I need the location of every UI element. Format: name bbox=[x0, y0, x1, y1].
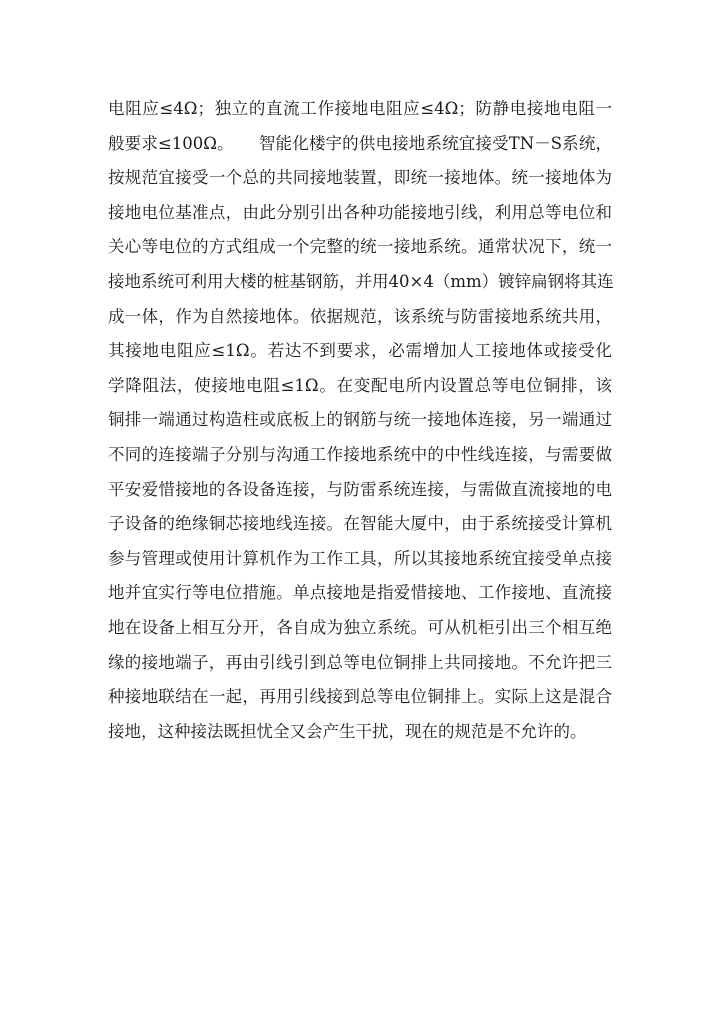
text-line: 种接地联结在一起，再用引线接到总等电位铜排上。实际上这是混合 bbox=[108, 687, 612, 707]
text-line: 接地电位基准点，由此分别引出各种功能接地引线，利用总等电位和 bbox=[108, 202, 612, 222]
text-line: 不同的连接端子分别与沟通工作接地系统中的中性线连接，与需要做 bbox=[108, 444, 612, 464]
text-line: 学降阻法，使接地电阻≤1Ω。在变配电所内设置总等电位铜排，该 bbox=[108, 375, 612, 395]
text-line: 成一体，作为自然接地体。依据规范，该系统与防雷接地系统共用， bbox=[108, 306, 612, 326]
text-line: 电阻应≤4Ω；独立的直流工作接地电阻应≤4Ω；防静电接地电阻一 bbox=[108, 99, 612, 118]
text-line: 参与管理或使用计算机作为工作工具，所以其接地系统宜接受单点接 bbox=[108, 548, 612, 568]
text-line: 地在设备上相互分开，各自成为独立系统。可从机柜引出三个相互绝 bbox=[108, 617, 612, 637]
text-line: 接地系统可利用大楼的桩基钢筋，并用40×4（mm）镀锌扁钢将其连 bbox=[108, 271, 614, 291]
text-line: 缘的接地端子，再由引线引到总等电位铜排上共同接地。不允许把三 bbox=[108, 652, 612, 672]
text-line: 铜排一端通过构造柱或底板上的钢筋与统一接地体连接，另一端通过 bbox=[108, 410, 612, 430]
text-line: 般要求≤100Ω。 智能化楼宇的供电接地系统宜接受TN－S系统， bbox=[108, 133, 612, 153]
text-line: 子设备的绝缘铜芯接地线连接。在智能大厦中，由于系统接受计算机 bbox=[108, 514, 612, 534]
text-line: 地并宜实行等电位措施。单点接地是指爱惜接地、工作接地、直流接 bbox=[108, 583, 612, 603]
text-line: 接地，这种接法既担忧全又会产生干扰，现在的规范是不允许的。 bbox=[108, 721, 587, 741]
body-paragraph bbox=[108, 92, 612, 749]
text-line: 平安爱惜接地的各设备连接，与防雷系统连接，与需做直流接地的电 bbox=[108, 479, 612, 499]
text-line: 按规范宜接受一个总的共同接地装置，即统一接地体。统一接地体为 bbox=[108, 168, 612, 188]
text-line: 其接地电阻应≤1Ω。若达不到要求，必需增加人工接地体或接受化 bbox=[108, 341, 612, 361]
text-line: 关心等电位的方式组成一个完整的统一接地系统。通常状况下，统一 bbox=[108, 237, 612, 257]
